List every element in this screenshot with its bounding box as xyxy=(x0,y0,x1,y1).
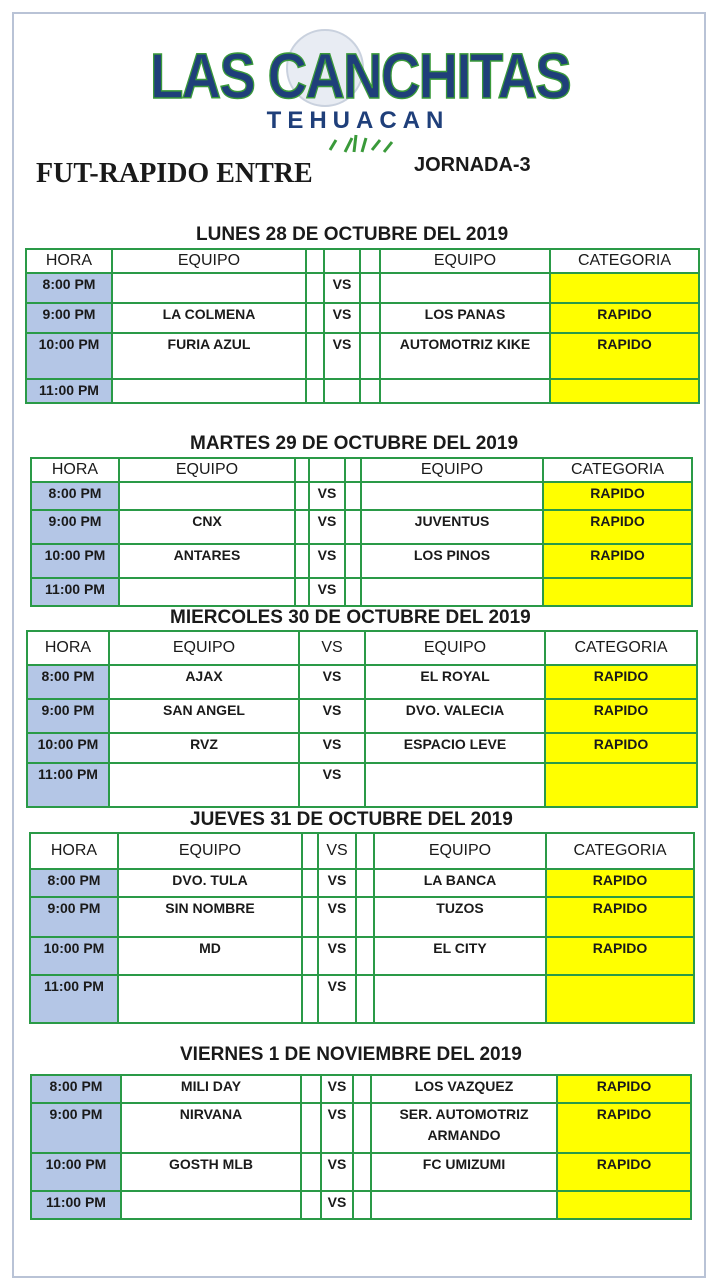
home-team xyxy=(112,273,306,303)
col-hora: HORA xyxy=(30,833,118,869)
col-categoria: CATEGORIA xyxy=(543,458,692,482)
day-title-thursday: JUEVES 31 DE OCTUBRE DEL 2019 xyxy=(190,809,513,830)
vs-cell: VS xyxy=(324,303,360,333)
category-cell xyxy=(546,975,694,1023)
home-team xyxy=(121,1191,301,1219)
home-team: SAN ANGEL xyxy=(109,699,299,733)
col-equipo-home: EQUIPO xyxy=(119,458,295,482)
category-cell: RAPIDO xyxy=(545,665,697,699)
home-team: AJAX xyxy=(109,665,299,699)
table-row xyxy=(31,510,692,544)
away-team: DVO. VALECIA xyxy=(365,699,545,733)
category-cell: RAPIDO xyxy=(557,1075,691,1103)
vs-cell: VS xyxy=(318,869,356,897)
time-cell: 9:00 PM xyxy=(30,897,118,937)
time-cell: 11:00 PM xyxy=(31,1191,121,1219)
time-cell: 8:00 PM xyxy=(31,482,119,510)
away-team: EL ROYAL xyxy=(365,665,545,699)
home-team: MD xyxy=(118,937,302,975)
table-header-row xyxy=(26,249,699,273)
away-team: LA BANCA xyxy=(374,869,546,897)
away-team xyxy=(374,975,546,1023)
time-cell: 9:00 PM xyxy=(31,510,119,544)
col-equipo-home: EQUIPO xyxy=(109,631,299,665)
category-cell xyxy=(550,379,699,403)
home-team: GOSTH MLB xyxy=(121,1153,301,1191)
table-row xyxy=(31,578,692,606)
col-categoria: CATEGORIA xyxy=(546,833,694,869)
vs-cell: VS xyxy=(299,733,365,763)
jornada-label: JORNADA-3 xyxy=(414,154,531,176)
home-team: ANTARES xyxy=(119,544,295,578)
vs-cell: VS xyxy=(299,699,365,733)
away-team: SER. AUTOMOTRIZ ARMANDO xyxy=(371,1103,557,1153)
table-row xyxy=(31,544,692,578)
vs-cell: VS xyxy=(309,544,345,578)
table-row xyxy=(30,897,694,937)
category-cell xyxy=(557,1191,691,1219)
time-cell: 9:00 PM xyxy=(26,303,112,333)
home-team xyxy=(112,379,306,403)
table-row xyxy=(31,1153,691,1191)
time-cell: 11:00 PM xyxy=(30,975,118,1023)
col-equipo-away: EQUIPO xyxy=(374,833,546,869)
away-team xyxy=(361,578,543,606)
time-cell: 11:00 PM xyxy=(26,379,112,403)
time-cell: 11:00 PM xyxy=(31,578,119,606)
category-cell: RAPIDO xyxy=(546,937,694,975)
col-hora: HORA xyxy=(31,458,119,482)
logo-city-text: TEHUACAN xyxy=(266,107,450,134)
vs-cell: VS xyxy=(309,578,345,606)
home-team: CNX xyxy=(119,510,295,544)
category-cell: RAPIDO xyxy=(545,699,697,733)
home-team: MILI DAY xyxy=(121,1075,301,1103)
time-cell: 8:00 PM xyxy=(31,1075,121,1103)
vs-cell: VS xyxy=(321,1153,353,1191)
vs-cell: VS xyxy=(309,510,345,544)
table-row xyxy=(30,937,694,975)
table-row xyxy=(31,1075,691,1103)
category-cell: RAPIDO xyxy=(543,482,692,510)
away-team: EL CITY xyxy=(374,937,546,975)
vs-cell: VS xyxy=(324,273,360,303)
home-team: SIN NOMBRE xyxy=(118,897,302,937)
away-team: AUTOMOTRIZ KIKE xyxy=(380,333,550,379)
away-team: JUVENTUS xyxy=(361,510,543,544)
vs-cell: VS xyxy=(321,1075,353,1103)
table-row xyxy=(30,975,694,1023)
schedule-table-friday xyxy=(30,1074,692,1220)
table-row xyxy=(31,1103,691,1153)
category-cell: RAPIDO xyxy=(543,510,692,544)
table-row xyxy=(26,273,699,303)
table-row xyxy=(27,699,697,733)
vs-cell: VS xyxy=(318,897,356,937)
vs-cell: VS xyxy=(321,1103,353,1153)
las-canchitas-logo xyxy=(140,20,580,160)
table-row xyxy=(26,303,699,333)
vs-cell: VS xyxy=(321,1191,353,1219)
time-cell: 10:00 PM xyxy=(31,1153,121,1191)
time-cell: 10:00 PM xyxy=(27,733,109,763)
time-cell: 9:00 PM xyxy=(31,1103,121,1153)
away-team: LOS PANAS xyxy=(380,303,550,333)
home-team xyxy=(119,578,295,606)
home-team xyxy=(109,763,299,807)
col-equipo-home: EQUIPO xyxy=(112,249,306,273)
schedule-table-wednesday xyxy=(26,630,698,808)
away-team xyxy=(380,273,550,303)
col-vs: VS xyxy=(318,833,356,869)
category-cell xyxy=(545,763,697,807)
home-team xyxy=(118,975,302,1023)
category-cell: RAPIDO xyxy=(557,1153,691,1191)
vs-cell: VS xyxy=(299,665,365,699)
away-team: FC UMIZUMI xyxy=(371,1153,557,1191)
col-categoria: CATEGORIA xyxy=(545,631,697,665)
day-title-friday: VIERNES 1 DE NOVIEMBRE DEL 2019 xyxy=(180,1044,522,1065)
table-row xyxy=(26,379,699,403)
table-row xyxy=(27,665,697,699)
away-team: LOS PINOS xyxy=(361,544,543,578)
away-team: TUZOS xyxy=(374,897,546,937)
day-title-monday: LUNES 28 DE OCTUBRE DEL 2019 xyxy=(196,224,509,245)
col-equipo-home: EQUIPO xyxy=(118,833,302,869)
time-cell: 11:00 PM xyxy=(27,763,109,807)
col-hora: HORA xyxy=(27,631,109,665)
schedule-table-thursday xyxy=(29,832,695,1024)
home-team: DVO. TULA xyxy=(118,869,302,897)
home-team: LA COLMENA xyxy=(112,303,306,333)
table-row xyxy=(30,869,694,897)
day-title-tuesday: MARTES 29 DE OCTUBRE DEL 2019 xyxy=(190,433,519,454)
table-header-row xyxy=(31,458,692,482)
day-title-wednesday: MIERCOLES 30 DE OCTUBRE DEL 2019 xyxy=(170,607,531,628)
vs-cell: VS xyxy=(318,937,356,975)
table-header-row xyxy=(27,631,697,665)
col-equipo-away: EQUIPO xyxy=(361,458,543,482)
category-cell: RAPIDO xyxy=(550,333,699,379)
grass-icon xyxy=(330,135,392,152)
away-team xyxy=(380,379,550,403)
category-cell xyxy=(543,578,692,606)
table-header-row xyxy=(30,833,694,869)
away-team: LOS VAZQUEZ xyxy=(371,1075,557,1103)
table-row xyxy=(31,1191,691,1219)
category-cell: RAPIDO xyxy=(543,544,692,578)
category-cell xyxy=(550,273,699,303)
table-row xyxy=(31,482,692,510)
category-cell: RAPIDO xyxy=(545,733,697,763)
col-equipo-away: EQUIPO xyxy=(380,249,550,273)
table-row xyxy=(27,733,697,763)
home-team: FURIA AZUL xyxy=(112,333,306,379)
home-team: RVZ xyxy=(109,733,299,763)
time-cell: 10:00 PM xyxy=(26,333,112,379)
vs-cell: VS xyxy=(324,333,360,379)
time-cell: 10:00 PM xyxy=(31,544,119,578)
col-hora: HORA xyxy=(26,249,112,273)
col-categoria: CATEGORIA xyxy=(550,249,699,273)
category-cell: RAPIDO xyxy=(546,897,694,937)
time-cell: 10:00 PM xyxy=(30,937,118,975)
col-vs: VS xyxy=(299,631,365,665)
vs-cell xyxy=(324,379,360,403)
schedule-table-monday xyxy=(25,248,700,404)
category-cell: RAPIDO xyxy=(546,869,694,897)
time-cell: 8:00 PM xyxy=(30,869,118,897)
home-team: NIRVANA xyxy=(121,1103,301,1153)
away-team xyxy=(371,1191,557,1219)
col-equipo-away: EQUIPO xyxy=(365,631,545,665)
time-cell: 8:00 PM xyxy=(26,273,112,303)
away-team: ESPACIO LEVE xyxy=(365,733,545,763)
table-row xyxy=(27,763,697,807)
time-cell: 9:00 PM xyxy=(27,699,109,733)
away-team xyxy=(361,482,543,510)
time-cell: 8:00 PM xyxy=(27,665,109,699)
vs-cell: VS xyxy=(299,763,365,807)
away-team xyxy=(365,763,545,807)
vs-cell: VS xyxy=(309,482,345,510)
schedule-table-tuesday xyxy=(30,457,693,607)
category-cell: RAPIDO xyxy=(550,303,699,333)
logo-brand-text: LAS CANCHITAS xyxy=(150,40,571,112)
home-team xyxy=(119,482,295,510)
category-cell: RAPIDO xyxy=(557,1103,691,1153)
vs-cell: VS xyxy=(318,975,356,1023)
tournament-subtitle: FUT-RAPIDO ENTRE xyxy=(36,158,313,189)
table-row xyxy=(26,333,699,379)
